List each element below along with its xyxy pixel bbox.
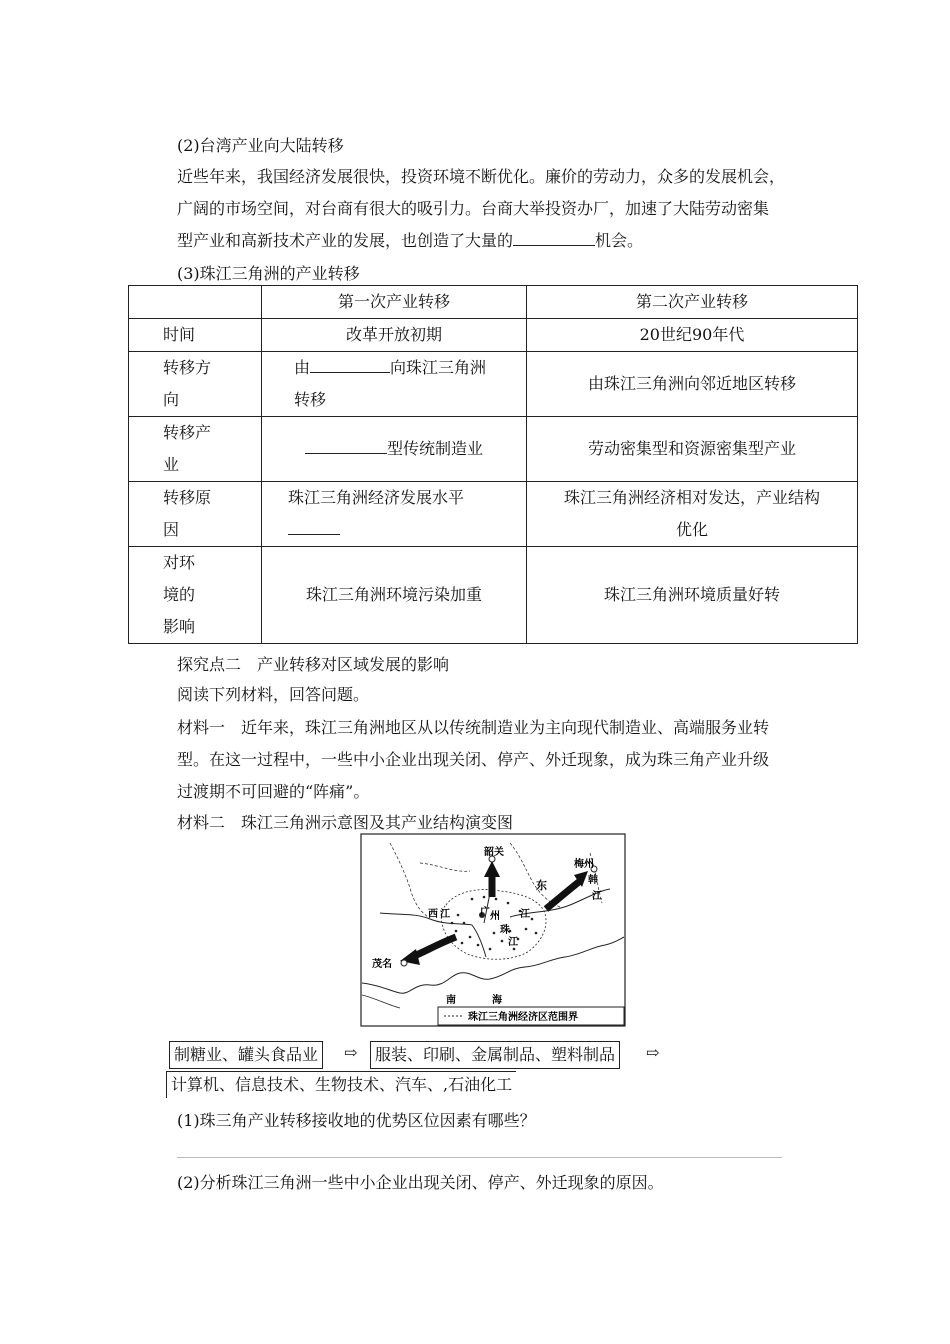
material1-paragraph bbox=[177, 712, 827, 808]
material1-line-2: 型。在这一过程中，一些中小企业出现关闭、停产、外迁现象，成为珠三角产业升级 bbox=[177, 750, 770, 769]
section3-heading: (3)珠江三角洲的产业转移 bbox=[177, 264, 360, 283]
cell-environment-second: 珠江三角洲环境质量好转 bbox=[527, 547, 858, 644]
label-zhu: 珠 bbox=[500, 925, 510, 936]
section2-heading: (2)台湾产业向大陆转移 bbox=[177, 136, 344, 155]
answer-blank[interactable] bbox=[305, 437, 387, 454]
cell-time-first: 改革开放初期 bbox=[262, 319, 527, 352]
table-row bbox=[129, 482, 858, 547]
industry-transfer-table bbox=[128, 285, 858, 644]
row-label-direction: 转移方向 bbox=[129, 352, 262, 417]
row-label-industry: 转移产业 bbox=[129, 417, 262, 482]
label-han: 韩 bbox=[588, 875, 598, 886]
label-jiang-xi: 江 bbox=[440, 909, 450, 920]
label-zhou: 州 bbox=[490, 911, 500, 922]
label-maoming: 茂名 bbox=[372, 959, 392, 970]
label-meizhou: 梅州 bbox=[574, 859, 594, 870]
material1-line-1: 材料一 近年来，珠江三角洲地区从以传统制造业为主向现代制造业、高端服务业转 bbox=[177, 718, 770, 737]
cell-industry-second: 劳动密集型和资源密集型产业 bbox=[527, 417, 858, 482]
cell-reason-second: 珠江三角洲经济相对发达，产业结构优化 bbox=[527, 482, 858, 547]
table-header-row bbox=[129, 286, 858, 319]
cell-reason-first: 珠江三角洲经济发展水平 bbox=[262, 482, 527, 547]
legend-label: 珠江三角洲经济区范围界 bbox=[468, 1012, 578, 1023]
pearl-river-delta-map bbox=[360, 833, 626, 1027]
cell-direction-second: 由珠江三角洲向邻近地区转移 bbox=[527, 352, 858, 417]
table-row bbox=[129, 547, 858, 644]
question-1: (1)珠三角产业转移接收地的优势区位因素有哪些？ bbox=[177, 1111, 536, 1130]
table-row bbox=[129, 417, 858, 482]
label-hai: 海 bbox=[492, 995, 502, 1006]
row-label-reason: 转移原因 bbox=[129, 482, 262, 547]
answer-line[interactable] bbox=[177, 1157, 782, 1158]
explore-heading: 探究点二 产业转移对区域发展的影响 bbox=[177, 655, 450, 674]
section2-line-1: 近些年来，我国经济发展很快，投资环境不断优化。廉价的劳动力，众多的发展机会， bbox=[177, 167, 786, 186]
question-2: (2)分析珠江三角洲一些中小企业出现关闭、停产、外迁现象的原因。 bbox=[177, 1173, 664, 1192]
table-header-first: 第一次产业转移 bbox=[262, 286, 527, 319]
evolution-stage-3: 计算机、信息技术、生物技术、汽车、,石油化工 bbox=[166, 1071, 516, 1098]
cell-time-second: 20世纪90年代 bbox=[527, 319, 858, 352]
table-header-second: 第二次产业转移 bbox=[527, 286, 858, 319]
label-shaoguan: 韶关 bbox=[484, 847, 504, 858]
answer-blank[interactable] bbox=[310, 356, 390, 373]
label-jiang-dong: 江 bbox=[520, 909, 530, 920]
answer-blank[interactable] bbox=[288, 518, 340, 535]
evolution-arrow-2: ⇨ bbox=[646, 1043, 660, 1062]
section2-paragraph bbox=[177, 161, 827, 257]
cell-industry-first: 型传统制造业 bbox=[262, 417, 527, 482]
label-xi: 西 bbox=[428, 909, 438, 920]
evolution-arrow-1: ⇨ bbox=[344, 1043, 358, 1062]
answer-blank[interactable] bbox=[513, 229, 595, 246]
label-dong: 东 bbox=[536, 879, 547, 892]
label-jiang-han: 江 bbox=[592, 891, 602, 902]
table-corner-cell bbox=[129, 286, 262, 319]
material2-caption: 材料二 珠江三角洲示意图及其产业结构演变图 bbox=[177, 813, 514, 832]
explore-instruction: 阅读下列材料，回答问题。 bbox=[177, 685, 370, 704]
cell-environment-first: 珠江三角洲环境污染加重 bbox=[262, 547, 527, 644]
table-row bbox=[129, 319, 858, 352]
section2-line-3: 型产业和高新技术产业的发展，也创造了大量的 机会。 bbox=[177, 231, 644, 250]
label-nan: 南 bbox=[446, 995, 456, 1006]
label-jiang-zhu: 江 bbox=[508, 937, 518, 948]
row-label-time: 时间 bbox=[129, 319, 262, 352]
evolution-stage-1: 制糖业、罐头食品业 bbox=[169, 1041, 323, 1069]
label-guang: 广 bbox=[480, 907, 490, 918]
section2-line-2: 广阔的市场空间，对台商有很大的吸引力。台商大举投资办厂，加速了大陆劳动密集 bbox=[177, 199, 770, 218]
table-row bbox=[129, 352, 858, 417]
evolution-stage-2: 服装、印刷、金属制品、塑料制品 bbox=[370, 1041, 620, 1069]
cell-direction-first: 由 向珠江三角洲转移 bbox=[262, 352, 527, 417]
row-label-environment: 对环境的影响 bbox=[129, 547, 262, 644]
material1-line-3: 过渡期不可回避的“阵痛”。 bbox=[177, 782, 370, 801]
